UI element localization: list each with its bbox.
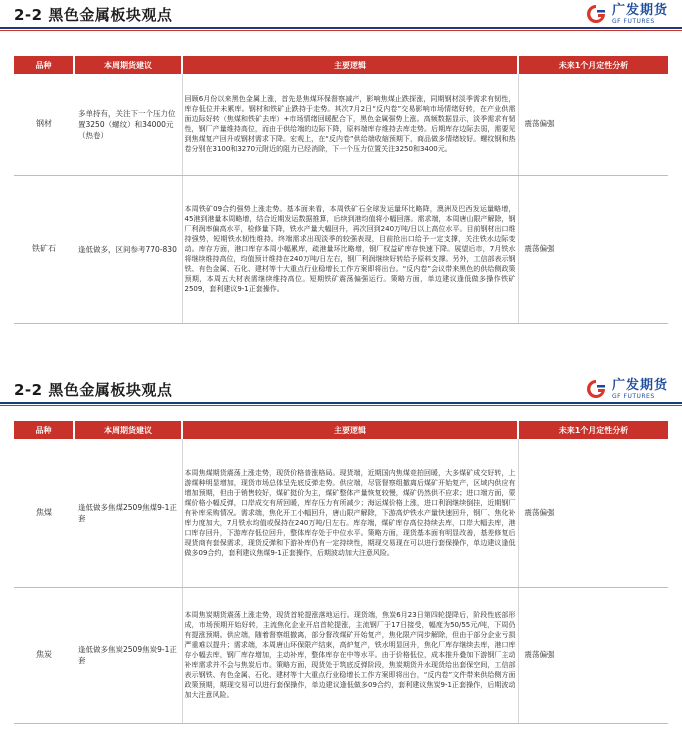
header-logic: 主要逻辑 (182, 56, 518, 74)
view-cell: 震荡偏强 (518, 587, 668, 723)
table-row (14, 587, 668, 723)
variety-cell: 焦煤 (14, 439, 74, 587)
slide-gap (0, 335, 682, 375)
page-title: 2-2 黑色金属板块观点 (14, 381, 173, 399)
view-cell: 震荡偏强 (518, 439, 668, 587)
header-suggestion: 本周期货建议 (74, 56, 182, 74)
table-row (14, 74, 668, 175)
views-table (14, 56, 668, 324)
header-variety: 品种 (14, 56, 74, 74)
table-row (14, 439, 668, 587)
suggestion-cell: 逢低做多焦煤2509焦煤9-1正套 (74, 439, 182, 587)
gf-logo-icon (584, 379, 608, 399)
header-rule (0, 402, 682, 404)
logo-text-cn: 广发期货 (611, 377, 668, 393)
variety-cell: 焦炭 (14, 587, 74, 723)
logo-text-cn: 广发期货 (611, 2, 668, 18)
slide-header (0, 0, 682, 26)
suggestion-cell: 逢低做多焦炭2509焦炭9-1正套 (74, 587, 182, 723)
table-header-row (14, 421, 668, 439)
header-rule-accent (0, 30, 682, 31)
view-cell: 震荡偏强 (518, 74, 668, 175)
view-cell: 震荡偏强 (518, 175, 668, 323)
suggestion-cell: 逢低做多，区间参考770-830 (74, 175, 182, 323)
header-rule-accent (0, 405, 682, 406)
header-suggestion: 本周期货建议 (74, 421, 182, 439)
variety-cell: 铁矿石 (14, 175, 74, 323)
logic-cell: 本周铁矿09合约强势上涨走势。基本面来看，本周铁矿石全球发运量环比略降，澳洲及巴西发运量略增，45港到港量本周略增，结合近期发运数据推算，后续到港均值将小幅回落。需求端，本周唐山限产解除，钢厂利润率偏高水平，检修量下降，铁水产量大幅回升，再次回到240万吨/日以上高位水平。目前钢材出口维持强势，短期铁水韧性维持。终端需求出现淡季的较强表现，目前抢出口给予一定支撑，关注铁水边际变动。库存方面，港口库存本周小幅累库，疏港量环比略增，钢厂权益矿库存快速下降。展望后市，7月铁水将继续维持高位，均值预计维持在240万吨/日左右，钢厂利润继续好转给予原料支撑。另外，工信部表示钢铁、有色金属、石化、建材等十大重点行业稳增长工作方案即将出台。“反内卷”会议带来黑色的供给侧政策预期，本周五大材表需继续维持高位。短期铁矿震荡偏强运行。策略方面，单边建议逢低做多操作铁矿2509，套利建议9-1正套操作。 (182, 175, 518, 323)
logic-cell: 本周焦煤期货震荡上涨走势，现货价格普涨格局。现货端，近期国内焦煤竞拍回暖，大多煤矿成交好转，上游煤种明显增加，现货市场总体呈先底反弹走势。供应端，尽管督察组撤离后煤矿开始复产，区域内供应有增加预期，但由于销售较好，煤矿挺价为主，煤矿整体产量恢复较慢，煤矿仍然供不应求；进口端方面，蒙煤价格小幅反弹，口岸成交有所回暖，库存压力有所减少；海运煤价格上涨，进口利润继续倒挂，近期钢厂有补库采购情况。需求端，焦化开工小幅回升，唐山限产解除，下游高炉铁水产量快速回升，钢厂、焦化补库力度加大，7月铁水均值或保持在240万吨/日左右。库存端，煤矿库存高位持续去库，口岸大幅去库，港口库存回升，下游库存低位回升，整体库存处于中位水平。策略方面，现货基本面有明显改善，基差修复后现货商有套保需求，现货反弹和下游补库仍有一定持续性，期现交易现在可以进行套保操作，单边建议逢低做多09合约，套利建议焦煤9-1正套操作，后期波动加大注意风险。 (182, 439, 518, 587)
logo-text-en: GF FUTURES (611, 17, 655, 25)
logic-cell: 回顾6月份以来黑色金属上涨，首先是焦煤环保督察减产，影响焦煤止跌探涨，同期钢材淡季需求有韧性，库存低位并未累库。钢材和铁矿止跌持于走势。其次7月2日“反内卷”交易影响市场情绪好转，在产业供需面边际好转（焦煤和铁矿去库）+市场情绪回暖配合下，黑色金属强势上涨。高频数据显示，淡季需求有韧性，钢厂产量维持高位，而由于供给端的边际下降，原料端库存维持去库走势。后期库存边际去弱，需要见到焦煤复产回升或钢材需求下降。宏观上，在“反内卷”供给端收缩预期下，商品做多情绪较好。螺纹钢和热卷分别在3100和3270元附近的阻力已经消除，下一个压力位置关注3250和3400元。 (182, 74, 518, 175)
variety-cell: 钢材 (14, 74, 74, 175)
header-rule (0, 27, 682, 29)
slide-header (0, 375, 682, 401)
gf-logo-icon (584, 4, 608, 24)
header-logic: 主要逻辑 (182, 421, 518, 439)
gf-futures-logo (584, 377, 668, 401)
slide-1 (0, 0, 682, 335)
gf-futures-logo (584, 2, 668, 26)
table-row (14, 175, 668, 323)
table-header-row (14, 56, 668, 74)
page-title: 2-2 黑色金属板块观点 (14, 6, 173, 24)
suggestion-cell: 多单持有，关注下一个压力位置3250（螺纹）和34000元（热卷） (74, 74, 182, 175)
header-view: 未来1个月定性分析 (518, 56, 668, 74)
slide-2 (0, 375, 682, 737)
logic-cell: 本周焦炭期货震荡上涨走势，现货首轮提涨落地运行。现货端，焦炭6月23日第四轮提降后，阶段性底部形成，市场预期开始好转，主流焦化企业开启首轮提涨，主流钢厂于17日接受，幅度为50/55元/吨，下周仍有提涨预期。供应端，随着督察组撤离，部分督改煤矿开始复产，焦化限产同步解除，但由于部分企业亏损严重难以提升；需求端，本周唐山环保限产结束，高炉复产，铁水明显回升，焦化厂库存继续去库，港口库存小幅去库，钢厂库存增加，主动补库，整体库存在中等水平。由于价格低位，成本推升叠加下游钢厂主动补库需求并不会与焦炭后市。策略方面，现货处于筑底反弹阶段，焦炭期货升水现货给出套保空间，工信部表示钢铁、有色金属、石化、建材等十大重点行业稳增长工作方案即将出台，“反内卷”文件带来供给侧方面政策预期，期现交易可以进行套保操作，单边建议逢低做多09合约，套利建议焦炭9-1正套操作，后期波动加大注意风险。 (182, 587, 518, 723)
logo-text-en: GF FUTURES (611, 392, 655, 400)
header-variety: 品种 (14, 421, 74, 439)
views-table (14, 421, 668, 724)
header-view: 未来1个月定性分析 (518, 421, 668, 439)
